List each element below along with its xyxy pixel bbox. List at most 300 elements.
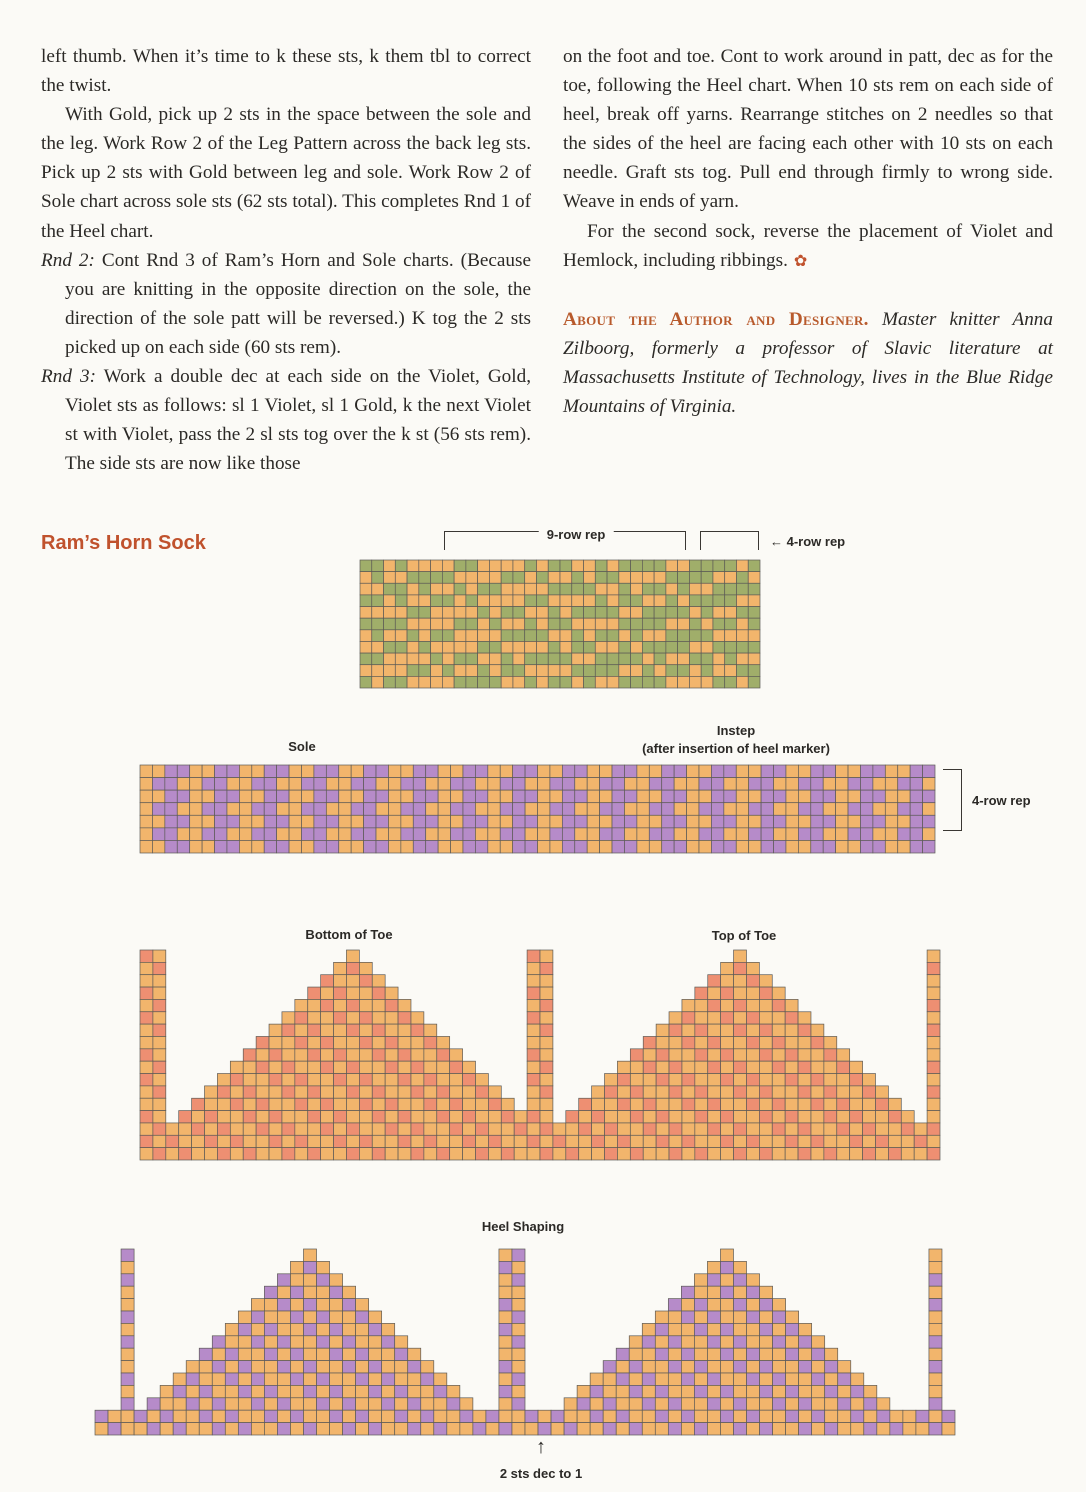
heel-chart-cell (460, 1398, 473, 1410)
heel-chart-cell (812, 1348, 825, 1360)
toe-chart-cell (927, 999, 940, 1011)
toe-chart-cell (734, 1012, 747, 1024)
sole-chart-cell (910, 828, 922, 841)
toe-chart-cell (850, 1098, 863, 1110)
sole-chart-cell (152, 828, 164, 841)
sole-chart-cell (426, 828, 438, 841)
toe-chart-cell (230, 1111, 243, 1123)
sole-chart-cell (711, 815, 723, 828)
heel-chart-cell (408, 1373, 421, 1385)
heel-chart-cell (303, 1410, 316, 1422)
heel-chart-cell (303, 1323, 316, 1335)
leg-chart-cell (513, 641, 525, 653)
toe-chart-cell (798, 1098, 811, 1110)
toe-chart-cell (385, 999, 398, 1011)
heel-chart-cell (616, 1423, 629, 1435)
leg-chart-cell (713, 583, 725, 595)
sole-chart-cell (239, 765, 251, 778)
toe-chart-cell (721, 987, 734, 999)
heel-chart-cell (121, 1261, 134, 1273)
toe-chart-cell (359, 1135, 372, 1147)
leg-chart-cell (666, 641, 678, 653)
heel-chart-cell (421, 1423, 434, 1435)
heel-chart-cell (747, 1361, 760, 1373)
leg-chart-cell (431, 653, 443, 665)
heel-chart-cell (277, 1299, 290, 1311)
sole-chart-cell (637, 778, 649, 791)
toe-chart-cell (514, 1148, 527, 1160)
heel-chart-cell (681, 1299, 694, 1311)
toe-chart-cell (372, 975, 385, 987)
leg-chart-cell (595, 595, 607, 607)
sole-chart-cell (376, 790, 388, 803)
toe-chart-cell (643, 1074, 656, 1086)
heel-chart-cell (616, 1410, 629, 1422)
heel-chart-cell (694, 1385, 707, 1397)
leg-chart-cell (466, 595, 478, 607)
leg-chart-cell (466, 676, 478, 688)
heel-chart-cell (212, 1398, 225, 1410)
heel-chart-cell (369, 1373, 382, 1385)
leg-chart-cell (407, 618, 419, 630)
heel-chart-cell (264, 1348, 277, 1360)
leg-chart-cell (689, 676, 701, 688)
heel-chart-cell (760, 1398, 773, 1410)
sole-chart-cell (513, 765, 525, 778)
toe-chart-cell (475, 1111, 488, 1123)
toe-chart-cell (734, 1049, 747, 1061)
toe-chart-cell (592, 1123, 605, 1135)
sole-chart-cell (836, 778, 848, 791)
sole-chart-cell (600, 828, 612, 841)
heel-chart-cell (356, 1385, 369, 1397)
toe-chart-cell (592, 1111, 605, 1123)
leg-chart-cell (748, 653, 760, 665)
sole-chart-cell (314, 815, 326, 828)
sole-chart-cell (624, 790, 636, 803)
toe-chart-cell (901, 1135, 914, 1147)
toe-chart-cell (824, 1135, 837, 1147)
sole-chart-cell (264, 790, 276, 803)
heel-chart-cell (317, 1323, 330, 1335)
leg-chart-cell (701, 595, 713, 607)
sole-chart-cell (190, 765, 202, 778)
sole-chart-cell (239, 815, 251, 828)
toe-chart-cell (579, 1098, 592, 1110)
heel-chart-cell (290, 1410, 303, 1422)
toe-chart-cell (540, 1012, 553, 1024)
toe-chart-cell (256, 1135, 269, 1147)
heel-chart-cell (212, 1361, 225, 1373)
toe-chart-cell (798, 1012, 811, 1024)
heel-chart-cell (838, 1361, 851, 1373)
toe-chart-cell (230, 1074, 243, 1086)
heel-chart-cell (264, 1373, 277, 1385)
leg-chart-cell (748, 641, 760, 653)
toe-chart-cell (437, 1148, 450, 1160)
toe-chart-cell (424, 1049, 437, 1061)
sole-chart-cell (923, 840, 935, 853)
heel-chart-cell (929, 1336, 942, 1348)
sole-chart-cell (637, 765, 649, 778)
heel-chart-cell (655, 1385, 668, 1397)
leg-chart-cell (360, 630, 372, 642)
sole-chart-cell (674, 828, 686, 841)
toe-chart-cell (269, 1123, 282, 1135)
heel-chart-cell (668, 1423, 681, 1435)
toe-chart-cell (398, 999, 411, 1011)
sole-chart-cell (277, 790, 289, 803)
toe-chart-cell (372, 999, 385, 1011)
sole-chart-cell (749, 815, 761, 828)
sole-chart-cell (177, 840, 189, 853)
toe-chart-cell (295, 1111, 308, 1123)
sole-chart-cell (475, 790, 487, 803)
toe-chart-cell (321, 1123, 334, 1135)
sole-chart-cell (662, 828, 674, 841)
toe-chart-cell (785, 999, 798, 1011)
toe-chart-cell (398, 1049, 411, 1061)
heel-chart-cell (238, 1385, 251, 1397)
heel-chart-cell (733, 1398, 746, 1410)
toe-chart-cell (708, 1074, 721, 1086)
toe-chart-cell (153, 999, 166, 1011)
toe-chart-cell (669, 1148, 682, 1160)
sole-chart-cell (774, 790, 786, 803)
toe-chart-cell (295, 1148, 308, 1160)
toe-chart-cell (346, 950, 359, 962)
toe-chart-cell (450, 1086, 463, 1098)
leg-chart-cell (713, 653, 725, 665)
leg-chart-cell (372, 665, 384, 677)
sole-chart-cell (562, 765, 574, 778)
sole-chart-cell (339, 840, 351, 853)
toe-chart-cell (824, 1098, 837, 1110)
heel-chart-cell (786, 1385, 799, 1397)
sole-chart-cell (364, 840, 376, 853)
toe-chart-cell (927, 1036, 940, 1048)
sole-chart-cell (550, 815, 562, 828)
sole-chart-cell (438, 790, 450, 803)
sole-chart-cell (873, 815, 885, 828)
toe-chart-cell (385, 1123, 398, 1135)
sole-chart-cell (277, 803, 289, 816)
leg-chart-cell (489, 630, 501, 642)
heel-chart-cell (773, 1311, 786, 1323)
toe-chart-cell (411, 1036, 424, 1048)
sole-chart-cell (600, 765, 612, 778)
sole-chart-cell (624, 803, 636, 816)
toe-chart-cell (850, 1148, 863, 1160)
toe-chart-cell (721, 1123, 734, 1135)
toe-chart-cell (475, 1098, 488, 1110)
sole-chart-cell (215, 778, 227, 791)
sole-chart-cell (724, 840, 736, 853)
leg-chart-cell (607, 665, 619, 677)
sole-chart-cell (711, 765, 723, 778)
toe-chart-cell (359, 999, 372, 1011)
toe-chart-cell (605, 1123, 618, 1135)
sole-chart-cell (873, 778, 885, 791)
sole-chart-cell (711, 778, 723, 791)
leg-chart-cell (666, 676, 678, 688)
toe-chart-cell (346, 975, 359, 987)
leg-chart-cell (372, 653, 384, 665)
leg-chart-cell (584, 676, 596, 688)
toe-chart-cell (759, 975, 772, 987)
heel-chart-cell (825, 1348, 838, 1360)
heel-chart-cell (773, 1373, 786, 1385)
leg-chart-cell (572, 665, 584, 677)
heel-chart-cell (264, 1323, 277, 1335)
heel-chart-cell (707, 1410, 720, 1422)
heel-chart-cell (199, 1361, 212, 1373)
toe-chart-cell (140, 999, 153, 1011)
leg-chart-cell (395, 560, 407, 572)
heel-chart-cell (655, 1373, 668, 1385)
heel-chart-cell (733, 1410, 746, 1422)
leg-chart-cell (395, 618, 407, 630)
sole-chart-cell (277, 828, 289, 841)
nine-row-rep-label: 9-row rep (539, 527, 614, 542)
leg-chart-cell (548, 665, 560, 677)
leg-chart-cell (489, 676, 501, 688)
toe-chart-cell (153, 950, 166, 962)
toe-chart-cell (695, 1074, 708, 1086)
heel-chart-cell (773, 1348, 786, 1360)
heel-chart-cell (851, 1385, 864, 1397)
heel-chart-cell (760, 1348, 773, 1360)
heel-chart-cell (812, 1423, 825, 1435)
heel-chart-cell (264, 1423, 277, 1435)
leg-chart-cell (489, 572, 501, 584)
toe-chart-cell (695, 1123, 708, 1135)
toe-chart-cell (695, 1024, 708, 1036)
leg-chart-cell (548, 641, 560, 653)
toe-chart-cell (346, 1036, 359, 1048)
toe-chart-cell (540, 1123, 553, 1135)
heel-chart-cell (655, 1410, 668, 1422)
sole-chart-cell (277, 815, 289, 828)
toe-chart-cell (359, 987, 372, 999)
toe-chart-cell (179, 1148, 192, 1160)
heel-chart-cell (303, 1274, 316, 1286)
leg-chart-cell (619, 618, 631, 630)
leg-chart-cell (584, 572, 596, 584)
leg-chart-cell (736, 560, 748, 572)
toe-chart-cell (308, 1074, 321, 1086)
toe-chart-cell (192, 1123, 205, 1135)
toe-chart (140, 950, 940, 1160)
toe-chart-cell (359, 1061, 372, 1073)
toe-chart-cell (230, 1123, 243, 1135)
toe-chart-cell (721, 1036, 734, 1048)
sole-chart-cell (351, 778, 363, 791)
toe-chart-cell (166, 1135, 179, 1147)
heel-chart-cell (929, 1361, 942, 1373)
sole-chart-cell (898, 815, 910, 828)
heel-chart-cell (733, 1423, 746, 1435)
leg-chart-cell (666, 653, 678, 665)
sole-chart-cell (860, 765, 872, 778)
toe-chart-cell (630, 1061, 643, 1073)
sole-chart-cell (500, 803, 512, 816)
heel-chart-cell (760, 1410, 773, 1422)
sole-chart-cell (376, 815, 388, 828)
sole-chart-cell (177, 765, 189, 778)
sole-chart-cell (600, 815, 612, 828)
heel-chart-cell (108, 1410, 121, 1422)
toe-chart-cell (656, 1036, 669, 1048)
leg-chart-cell (642, 630, 654, 642)
heel-chart-cell (655, 1323, 668, 1335)
heel-chart-cell (720, 1261, 733, 1273)
heel-chart-cell (707, 1348, 720, 1360)
toe-chart-cell (579, 1123, 592, 1135)
heel-chart-cell (929, 1410, 942, 1422)
heel-chart-cell (330, 1274, 343, 1286)
toe-chart-cell (334, 1123, 347, 1135)
toe-chart-cell (566, 1148, 579, 1160)
leg-chart-cell (407, 607, 419, 619)
sole-chart-cell (413, 828, 425, 841)
leg-chart-cell (619, 607, 631, 619)
leg-chart-cell (431, 595, 443, 607)
toe-chart-cell (785, 1012, 798, 1024)
heel-chart-cell (616, 1398, 629, 1410)
toe-chart-cell (372, 1036, 385, 1048)
leg-chart-cell (536, 641, 548, 653)
heel-chart-cell (812, 1361, 825, 1373)
heel-chart-cell (317, 1311, 330, 1323)
four-row-rep-bracket-side (943, 769, 962, 831)
toe-chart-cell (824, 1074, 837, 1086)
toe-chart-cell (759, 1111, 772, 1123)
heel-chart-cell (733, 1361, 746, 1373)
leg-chart-cell (431, 676, 443, 688)
heel-chart-cell (290, 1385, 303, 1397)
toe-chart-cell (824, 1061, 837, 1073)
heel-chart-cell (264, 1336, 277, 1348)
sole-chart-cell (326, 790, 338, 803)
sole-chart-cell (798, 815, 810, 828)
heel-chart-cell (408, 1410, 421, 1422)
sole-chart-cell (711, 790, 723, 803)
sole-chart-cell (649, 778, 661, 791)
sole-chart-cell (674, 840, 686, 853)
sole-chart-cell (140, 790, 152, 803)
leg-chart-cell (595, 653, 607, 665)
heel-chart-cell (434, 1385, 447, 1397)
sole-chart-cell (364, 828, 376, 841)
heel-chart-cell (603, 1385, 616, 1397)
heel-chart-cell (564, 1398, 577, 1410)
leg-chart-cell (736, 665, 748, 677)
heel-chart-cell (225, 1348, 238, 1360)
sole-chart-cell (637, 815, 649, 828)
heel-chart-cell (838, 1410, 851, 1422)
heel-chart-cell (317, 1286, 330, 1298)
heel-chart-cell (694, 1398, 707, 1410)
heel-chart-cell (395, 1423, 408, 1435)
leg-chart-cell (407, 595, 419, 607)
leg-chart-cell (572, 607, 584, 619)
heel-chart-cell (681, 1323, 694, 1335)
toe-chart-cell (527, 950, 540, 962)
heel-chart-cell (251, 1348, 264, 1360)
leg-chart-cell (595, 641, 607, 653)
heel-chart-cell (733, 1323, 746, 1335)
heel-chart-cell (642, 1361, 655, 1373)
toe-chart-cell (437, 1123, 450, 1135)
leg-chart-cell (736, 641, 748, 653)
leg-chart-cell (572, 595, 584, 607)
leg-chart-cell (384, 583, 396, 595)
sole-chart-cell (289, 828, 301, 841)
heel-chart-cell (343, 1398, 356, 1410)
toe-chart-cell (359, 1012, 372, 1024)
heel-chart-cell (251, 1361, 264, 1373)
leg-chart-cell (654, 595, 666, 607)
heel-chart-cell (707, 1274, 720, 1286)
heel-chart-cell (629, 1348, 642, 1360)
sole-chart-cell (165, 778, 177, 791)
leg-chart-cell (713, 560, 725, 572)
toe-chart-cell (385, 1111, 398, 1123)
toe-chart-cell (927, 1111, 940, 1123)
toe-chart-cell (411, 1074, 424, 1086)
sole-chart-cell (252, 765, 264, 778)
toe-chart-cell (321, 1074, 334, 1086)
toe-chart-cell (308, 1036, 321, 1048)
heel-chart-cell (538, 1410, 551, 1422)
sole-chart-cell (339, 790, 351, 803)
toe-chart-cell (734, 1024, 747, 1036)
toe-chart-cell (424, 1111, 437, 1123)
toe-chart-cell (888, 1111, 901, 1123)
heel-chart-cell (760, 1323, 773, 1335)
toe-chart-cell (863, 1148, 876, 1160)
paragraph (41, 362, 531, 478)
sole-chart-cell (848, 828, 860, 841)
sole-chart-cell (550, 828, 562, 841)
heel-chart-cell (747, 1423, 760, 1435)
leg-chart-cell (560, 665, 572, 677)
sole-chart-cell (401, 803, 413, 816)
toe-chart-cell (850, 1135, 863, 1147)
heel-chart-cell (369, 1410, 382, 1422)
sole-chart-cell (190, 815, 202, 828)
sole-chart-cell (674, 815, 686, 828)
heel-chart-cell (290, 1373, 303, 1385)
leg-chart-cell (431, 641, 443, 653)
sole-chart-cell (215, 765, 227, 778)
leg-chart-cell (501, 653, 513, 665)
heel-chart-cell (877, 1423, 890, 1435)
sole-chart-cell (823, 803, 835, 816)
heel-chart-cell (277, 1361, 290, 1373)
leg-chart-cell (631, 583, 643, 595)
toe-chart-cell (243, 1148, 256, 1160)
toe-chart-cell (153, 1135, 166, 1147)
toe-chart-cell (617, 1135, 630, 1147)
leg-chart-cell (489, 583, 501, 595)
toe-chart-cell (850, 1061, 863, 1073)
toe-chart-cell (308, 1135, 321, 1147)
heel-chart-cell (408, 1361, 421, 1373)
toe-chart-cell (334, 1135, 347, 1147)
heel-chart-cell (929, 1398, 942, 1410)
